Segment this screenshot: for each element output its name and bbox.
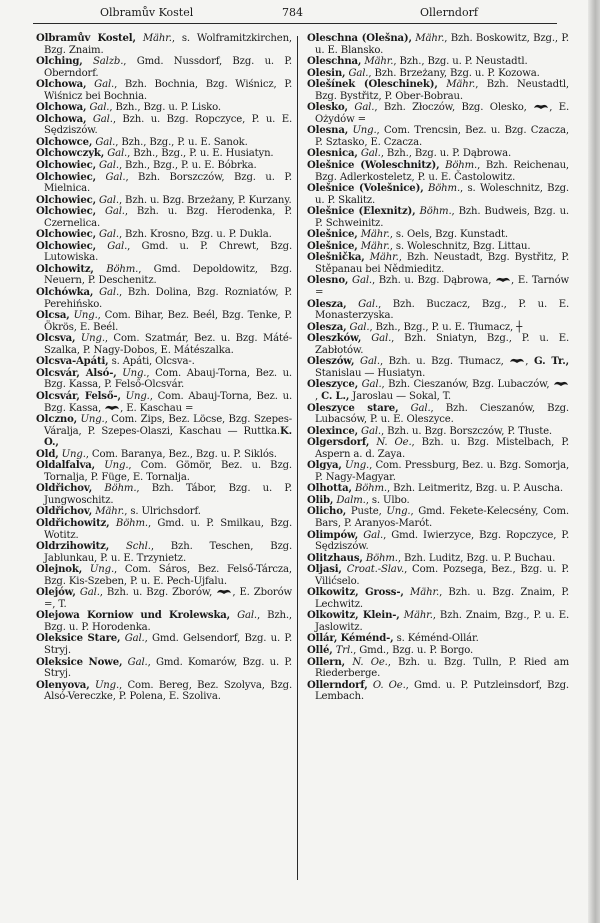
entry-text: Stanislau — Husiatyn. <box>315 367 426 379</box>
entry-headword: Olchowa, <box>36 102 87 114</box>
entry-headword: Ollern, <box>307 656 346 668</box>
gazetteer-entry <box>36 460 292 483</box>
entry-region: Ung. <box>80 414 105 426</box>
entry-text: , Com. Trencsin, Bez. u. Bzg. Czacza, P. Sztasko, E. Czacza. <box>315 125 569 148</box>
entry-region: Mähr. <box>403 610 433 622</box>
entry-text: , <box>315 390 322 402</box>
entry-text: , Bzh. Boskowitz, Bzg., P. u. E. Blansko. <box>315 33 569 56</box>
entry-headword: Olimpów, <box>307 529 359 541</box>
entry-text: , Gmd., Bzg. u. P. Borgo. <box>353 644 474 656</box>
entry-headword: Olitzhaus, <box>307 552 363 564</box>
gazetteer-entry <box>36 449 292 461</box>
entry-text: , Bzh. Dolina, Bzg. Rozniatów, P. Perehińsko. <box>44 287 292 310</box>
entry-text: , <box>525 356 534 368</box>
gazetteer-entry <box>307 564 569 587</box>
entry-headword: Ollár, Kéménd-, <box>307 633 394 645</box>
gazetteer-entry <box>307 299 569 322</box>
entry-headword: Oljasi, <box>307 564 342 576</box>
entry-text: , s. Wolframitzkirchen, Bzg. Znaim. <box>44 33 292 56</box>
entry-text: , Bzh. Neustadt, Bzg. Bystřitz, P. Stěpanau bei Nědmieditz. <box>315 252 570 275</box>
entry-headword: Oleschna (Olešna), <box>307 33 412 44</box>
entry-region: Schl. <box>126 541 151 553</box>
gazetteer-entry <box>307 426 569 438</box>
entry-region: Croat.-Slav. <box>346 564 405 576</box>
entry-text: , Gmd. Iwierzyce, Bzg. Ropczyce, P. Sędziszów. <box>315 529 569 553</box>
gazetteer-entry <box>36 680 292 703</box>
entry-region: Gal. <box>92 113 113 125</box>
post-horn-icon <box>533 103 549 111</box>
entry-region: Mähr. <box>142 33 172 44</box>
entry-text: , Gmd. Komarów, Bzg. u. P. Stryj. <box>44 656 292 680</box>
entry-text: , Bzh., Bzg., P. u. E. Husiatyn. <box>127 148 274 160</box>
right-column <box>307 33 569 703</box>
entry-text: , Gmd. u. P. Putzleinsdorf, Bzg. Lembach. <box>315 679 569 703</box>
entry-region: Gal. <box>237 610 257 622</box>
gazetteer-entry <box>36 206 292 229</box>
entry-text: s. Apáti, Olcsva-. <box>108 356 195 368</box>
entry-region: Gal. <box>358 298 379 310</box>
entry-region: Mähr. <box>410 587 440 599</box>
entry-headword: Olchowiec, <box>36 194 96 206</box>
entry-railway: C. L., <box>321 390 350 402</box>
entry-region: Böhm. <box>104 483 137 495</box>
entry-text: , Gmd. Fekete-Kelecsény, Com. Bars, P. Aranyos-Marót. <box>315 506 569 529</box>
entry-text: , Bzh. u. Bzg. Zborów, <box>99 587 217 599</box>
entry-headword: Olešnice (Woleschnitz), <box>307 160 440 172</box>
gazetteer-entry <box>36 368 292 391</box>
running-head-left: Olbramův Kostel <box>100 6 194 19</box>
gazetteer-entry <box>36 414 292 449</box>
entry-text: , Bzh. Sniatyn, Bzg., P. u. E. Zabłotów. <box>315 333 570 356</box>
entry-region: Gal. <box>99 160 119 172</box>
entry-headword: Olhotta, <box>307 483 352 495</box>
entry-headword: Oldřichowitz, <box>36 517 110 529</box>
entry-headword: Oleksice Nowe, <box>36 656 123 668</box>
entry-headword: Olejnok, <box>36 564 83 576</box>
page-number: 784 <box>282 6 303 19</box>
entry-headword: Ollé, <box>307 644 333 656</box>
gazetteer-entry <box>36 114 292 137</box>
entry-text: , Bzh. Cieszanów, Bzg. Lubaczów, <box>381 379 554 391</box>
entry-text: , Bzh. u. Bzg. Ropczyce, P. u. E. Sędziszów. <box>44 113 292 137</box>
gazetteer-entry <box>36 541 292 564</box>
entry-text: , Com. Abauj-Torna, Bez. u. Bzg. Kassa, P. Felső-Olcsvár. <box>44 367 292 391</box>
entry-headword: Oldřichov, <box>36 483 93 495</box>
gazetteer-entry <box>307 56 569 68</box>
entry-text: , Bzh. Neustadtl, Bzg. Bystřitz, P. Ober-Bobrau. <box>315 79 569 102</box>
entry-region: Gal. <box>99 194 119 206</box>
entry-text: , Bzh. Leitmeritz, Bzg. u. P. Auscha. <box>386 483 563 495</box>
entry-text: , Gmd. Gelsendorf, Bzg. u. P. Stryj. <box>44 633 293 656</box>
gazetteer-entry <box>307 333 569 356</box>
entry-text: , E. Tarnów = <box>315 275 569 299</box>
entry-headword: Olejów, <box>36 587 76 599</box>
entry-text: , Bzh. u. Bzg. Mistelbach, P. Aspern a. d. Zaya. <box>315 437 569 460</box>
entry-region: Ung. <box>89 564 114 576</box>
entry-text: Jaroslau — Sokal, T. <box>349 390 451 402</box>
entry-headword: Olesza, <box>307 298 347 310</box>
entry-region: Böhm. <box>115 517 148 529</box>
entry-region: Gal. <box>95 136 116 148</box>
gazetteer-entry <box>307 403 569 426</box>
entry-region: Ung. <box>352 125 377 137</box>
gazetteer-entry <box>36 195 292 207</box>
entry-region: Ung. <box>73 310 98 322</box>
entry-headword: Olchowiec, <box>36 240 96 252</box>
gazetteer-entry <box>36 633 292 656</box>
entry-headword: Olchowce, <box>36 136 93 148</box>
entry-text: , Gmd. Nussdorf, Bzg. u. P. Oberndorf. <box>44 56 292 79</box>
gazetteer-entry <box>307 33 569 56</box>
entry-headword: Oleszków, <box>307 333 362 345</box>
entry-text: , Bzh. Znaim, Bzg., P. u. E. Jaslowitz. <box>315 610 570 633</box>
entry-headword: Olešnice, <box>307 240 358 252</box>
entry-text: , Bzh. Bochnia, Bzg. Wiśnicz, P. Wiśnicz bei Bochnia. <box>44 79 293 102</box>
entry-headword: Olchowa, <box>36 113 87 125</box>
column-divider <box>297 36 298 880</box>
entry-qualifier: Puste, <box>346 506 387 518</box>
entry-text: , s. Oels, Bzg. Kunstadt. <box>389 229 508 241</box>
entry-text: , Bzh. u. Bzg. Herodenka, P. Czernelica. <box>44 206 292 229</box>
running-head-right: Ollerndorf <box>420 6 478 19</box>
gazetteer-entry <box>307 610 569 633</box>
gazetteer-entry <box>307 495 569 507</box>
gazetteer-entry <box>36 310 292 333</box>
gazetteer-entry <box>307 125 569 148</box>
entry-headword: Olesnica, <box>307 148 358 160</box>
gazetteer-entry <box>307 437 569 460</box>
gazetteer-entry <box>307 553 569 565</box>
post-horn-icon <box>495 276 511 284</box>
entry-text: , s. Ulrichsdorf. <box>124 506 201 518</box>
entry-text: , Bzh. Krosno, Bzg. u. P. Dukla. <box>118 229 272 241</box>
gazetteer-entry <box>307 657 569 680</box>
entry-text: , Com. Pozsega, Bez., Bzg. u. P. Vilićselo. <box>315 564 569 587</box>
entry-text: , Bzh. u. Bzg. Tłumacz, <box>379 356 510 368</box>
entry-region: Gal. <box>410 402 431 414</box>
entry-text: , Com. Baranya, Bez., Bzg. u. P. Siklós. <box>85 448 277 460</box>
entry-railway: K. O., <box>44 425 292 449</box>
entry-region: Gal. <box>360 356 380 368</box>
entry-text: , Bzh. Teschen, Bzg. Jablunkau, P. u. E. Trzynietz. <box>44 541 293 564</box>
entry-region: Gal. <box>363 529 384 541</box>
gazetteer-entry <box>36 391 292 414</box>
entry-region: Böhm. <box>419 206 452 218</box>
entry-region: Mähr. <box>446 79 476 91</box>
gazetteer-entry <box>307 322 569 334</box>
gazetteer-entry <box>36 102 292 114</box>
left-column <box>36 33 292 703</box>
gazetteer-entry <box>36 148 292 160</box>
entry-headword: Olešnička, <box>307 252 365 264</box>
entry-region: Gal. <box>79 587 100 599</box>
entry-region: Mähr. <box>369 252 399 264</box>
entry-region: Böhm. <box>445 160 478 172</box>
entry-region: Gal. <box>89 102 110 114</box>
entry-region: Gal. <box>360 148 381 160</box>
entry-text: , E. Ożydów = <box>315 102 569 125</box>
entry-headword: Olkowitz, Klein-, <box>307 610 400 622</box>
entry-region: Mähr. <box>360 240 390 252</box>
entry-region: Ung. <box>80 333 105 345</box>
gazetteer-entry <box>36 241 292 264</box>
entry-text: , Com. Abauj-Torna, Bez. u. Bzg. Kassa, <box>44 390 293 414</box>
entry-region: Böhm. <box>427 183 461 195</box>
gazetteer-entry <box>307 229 569 241</box>
entry-text: , Com. Zips, Bez. Löcse, Bzg. Szepes-Váralja, P. Szepes-Olaszi, <box>44 414 293 437</box>
gazetteer-entry <box>307 633 569 645</box>
gazetteer-entry <box>307 530 569 553</box>
entry-headword: Olgersdorf, <box>307 437 370 449</box>
entry-headword: Oleszyce, <box>307 379 359 391</box>
gazetteer-entry <box>36 33 292 56</box>
entry-region: Gal. <box>127 656 148 668</box>
entry-text: , Bzh. Brzeżany, Bzg. u. P. Kozowa. <box>368 67 540 79</box>
entry-text: , E. Zborów =, T. <box>44 587 292 610</box>
entry-headword: Olesno, <box>307 275 349 287</box>
post-horn-icon <box>216 588 232 596</box>
entry-region: Gal. <box>361 379 382 391</box>
entry-region: N. Oe. <box>352 656 388 668</box>
entry-text: , Bzh. Reichenau, Bzg. Adlerkosteletz, P. u. E. Častolowitz. <box>315 160 569 183</box>
entry-headword: Olesin, <box>307 67 346 79</box>
entry-headword: Olchówka, <box>36 287 94 299</box>
entry-headword: Olib, <box>307 494 334 506</box>
entry-headword: Olchowa, <box>36 79 87 91</box>
entry-region: Mähr. <box>360 229 390 241</box>
gazetteer-entry <box>36 564 292 587</box>
entry-text: , Bzh. u. Bzg. Borszczów, P. Tłuste. <box>380 425 552 437</box>
entry-headword: Oldřichov, <box>36 506 93 518</box>
entry-text: , Bzh. u. Bzg. Brzeżany, P. Kurzany. <box>118 194 292 206</box>
entry-region: Gal. <box>124 633 145 645</box>
gazetteer-entry <box>307 680 569 703</box>
entry-headword: Oldrzihowitz, <box>36 541 110 553</box>
entry-region: Gal. <box>107 148 128 160</box>
entry-text: , Com. Gömör, Bez. u. Bzg. Tornalja, P. Füge, E. Tornalja. <box>44 460 292 483</box>
gazetteer-entry <box>36 172 292 195</box>
entry-text: , Bzh., Bzg. u. P. Horodenka. <box>44 610 292 633</box>
entry-region: Ung. <box>61 448 86 460</box>
entry-text: , Bzh. Tábor, Bzg. u. P. Jungwoschitz. <box>44 483 293 506</box>
gazetteer-entry <box>307 183 569 206</box>
entry-headword: Olcsvár, Felső-, <box>36 390 121 402</box>
gazetteer-entry <box>36 287 292 310</box>
entry-text: , Bzh. Luditz, Bzg. u. P. Buchau. <box>397 552 556 564</box>
entry-headword: Olkowitz, Gross-, <box>307 587 404 599</box>
entry-text: , Bzh., Bzg., P. u. E. Sanok. <box>115 136 248 148</box>
entry-text: , E. Kaschau = <box>120 402 194 414</box>
gazetteer-entry <box>36 657 292 680</box>
entry-railway: G. Tr., <box>533 356 569 368</box>
entry-region: Böhm. <box>106 263 139 275</box>
gazetteer-entry <box>36 264 292 287</box>
gazetteer-entry <box>36 506 292 518</box>
entry-text: , Com. Szatmár, Bez. u. Bzg. Máté-Szalka, P. Nagy-Dobos, E. Mátészalka. <box>44 333 292 356</box>
entry-headword: Olexince, <box>307 425 358 437</box>
gazetteer-entry <box>307 252 569 275</box>
header-rule <box>33 23 557 24</box>
entry-region: Gal. <box>352 275 372 287</box>
entry-headword: Olesza, <box>307 321 347 333</box>
entry-headword: Olcsvár, Alsó-, <box>36 367 117 379</box>
gazetteer-entry <box>307 275 569 298</box>
page-edge-shadow <box>588 0 600 923</box>
entry-text: , Bzh., Bzg. u. P. Lisko. <box>109 102 221 114</box>
entry-region: Mähr. <box>415 33 445 44</box>
gazetteer-entry <box>307 241 569 253</box>
entry-headword: Olešnice, <box>307 229 358 241</box>
entry-text: , Gmd. u. P. Smilkau, Bzg. Wotitz. <box>44 517 292 541</box>
entry-text: , Bzh., Bzg., P. u. E. Tłumacz, ┼ <box>369 321 523 333</box>
entry-region: Trl. <box>335 644 354 656</box>
entry-headword: Olchowiec, <box>36 171 96 183</box>
entry-text: , s. Ulbo. <box>365 494 410 506</box>
entry-text: s. Kéménd-Ollár. <box>393 633 479 645</box>
entry-region: Böhm. <box>354 483 387 495</box>
gazetteer-entry <box>36 160 292 172</box>
entry-headword: Olesna, <box>307 125 349 137</box>
post-horn-icon <box>509 357 525 365</box>
entry-region: Ung. <box>386 506 411 518</box>
entry-region: Dalm. <box>336 494 366 506</box>
entry-region: Böhm. <box>365 552 398 564</box>
entry-region: Gal. <box>104 206 125 218</box>
entry-headword: Olgya, <box>307 460 342 472</box>
entry-region: Gal. <box>354 102 375 114</box>
entry-text: , Bzh. Cieszanów, Bzg. Lubacsów, P. u. E. Oleszyce. <box>315 402 569 426</box>
entry-region: Gal. <box>349 321 370 333</box>
entry-region: N. Oe. <box>376 437 412 449</box>
entry-headword: Olbramův Kostel, <box>36 33 136 44</box>
entry-text: Kaschau — Ruttka. <box>179 425 280 437</box>
entry-headword: Oleksice Stare, <box>36 633 121 645</box>
entry-text: , Bzh. u. Bzg. Tulln, P. Ried am Riederberge. <box>315 656 569 680</box>
entry-headword: Oldalfalva, <box>36 460 96 472</box>
entry-region: Gal. <box>371 333 392 345</box>
entry-region: Ung. <box>104 460 129 472</box>
entry-headword: Olczno, <box>36 414 78 426</box>
gazetteer-entry <box>307 645 569 657</box>
entry-region: Gal. <box>99 229 119 241</box>
entry-text: , Bzh. Budweis, Bzg. u. P. Schweinitz. <box>315 206 569 229</box>
entry-headword: Olešnice (Elexnitz), <box>307 206 416 218</box>
entry-region: Salzb. <box>93 56 124 68</box>
entry-headword: Olching, <box>36 56 83 68</box>
entry-headword: Olchowczyk, <box>36 148 105 160</box>
entry-headword: Olicho, <box>307 506 347 518</box>
gazetteer-entry <box>307 79 569 102</box>
gazetteer-entry <box>307 506 569 529</box>
entry-region: Ung. <box>125 390 150 402</box>
entry-text: , Bzh., Bzg. u. P. Dąbrowa. <box>380 148 512 160</box>
entry-text: , s. Woleschnitz, Bzg. Littau. <box>389 240 531 252</box>
entry-region: Ung. <box>345 460 370 472</box>
entry-text: , Bzh. Złoczów, Bzg. Olesko, <box>374 102 534 114</box>
entry-region: Gal. <box>107 240 128 252</box>
gazetteer-entry <box>36 56 292 79</box>
entry-region: Mähr. <box>95 506 125 518</box>
post-horn-icon <box>553 380 569 388</box>
entry-region: Mähr. <box>364 56 394 68</box>
entry-text: , Com. Bereg, Bez. Szolyva, Bzg. Alsó-Vereczke, P. Polena, E. Szoliva. <box>44 679 293 703</box>
gazetteer-entry <box>36 587 292 610</box>
entry-text: , s. Woleschnitz, Bzg. u. P. Skalitz. <box>315 183 569 206</box>
entry-headword: Olenyova, <box>36 679 90 691</box>
entry-headword: Oleszyce stare, <box>307 402 399 414</box>
gazetteer-entry <box>36 333 292 356</box>
entry-text: , Gmd. u. P. Chrewt, Bzg. Lutowiska. <box>44 240 292 264</box>
entry-text: , Bzh. u. Bzg. Znaim, P. Lechwitz. <box>315 587 569 610</box>
entry-text: , Bzh. u. Bzg. Dąbrowa, <box>371 275 496 287</box>
entry-headword: Ollerndorf, <box>307 679 368 691</box>
entry-headword: Olchowitz, <box>36 263 94 275</box>
entry-headword: Olešínek (Oleschinek), <box>307 79 438 91</box>
gazetteer-entry <box>36 483 292 506</box>
gazetteer-entry <box>36 518 292 541</box>
entry-text: , Bzh. Borszczów, Bzg. u. P. Mielnica. <box>44 171 292 195</box>
gazetteer-entry <box>307 460 569 483</box>
entry-headword: Olchowiec, <box>36 206 96 218</box>
entry-headword: Oleschna, <box>307 56 362 68</box>
gazetteer-entry <box>36 610 292 633</box>
gazetteer-entry <box>307 68 569 80</box>
entry-text: , Com. Bihar, Bez. Beél, Bzg. Tenke, P. Ökrös, E. Beél. <box>44 310 292 333</box>
entry-headword: Olejowa Korniow und Krolewska, <box>36 610 231 622</box>
entry-headword: Old, <box>36 448 59 460</box>
entry-headword: Olcsa, <box>36 310 70 322</box>
entry-text: , Bzh., Bzg., P. u. E. Bóbrka. <box>118 160 257 172</box>
entry-region: Gal. <box>361 425 381 437</box>
entry-region: Gal. <box>99 287 120 299</box>
entry-region: O. Oe. <box>372 679 406 691</box>
gazetteer-entry <box>307 148 569 160</box>
gazetteer-entry <box>36 229 292 241</box>
post-horn-icon <box>104 404 120 412</box>
gazetteer-entry <box>307 483 569 495</box>
entry-region: Ung. <box>94 679 120 691</box>
gazetteer-entry <box>307 587 569 610</box>
gazetteer-entry <box>307 356 569 379</box>
gazetteer-entry <box>36 79 292 102</box>
entry-text: , Gmd. Depoldowitz, Bzg. Neuern, P. Deschenitz. <box>44 263 292 287</box>
entry-text: , Bzh. Buczacz, Bzg., P. u. E. Monasterzyska. <box>315 298 569 322</box>
entry-text: , Bzh., Bzg. u. P. Neustadtl. <box>393 56 528 68</box>
gazetteer-entry <box>36 137 292 149</box>
entry-text: , Com. Sáros, Bez. Felső-Tárcza, Bzg. Kis-Szeben, P. u. E. Pech-Ujfalu. <box>44 564 292 587</box>
gazetteer-entry <box>307 379 569 402</box>
entry-region: Gal. <box>105 171 126 183</box>
entry-region: Ung. <box>122 367 147 379</box>
entry-headword: Olcsva, <box>36 333 76 345</box>
gazetteer-entry <box>36 356 292 368</box>
entry-headword: Oleszów, <box>307 356 355 368</box>
gazetteer-entry <box>307 206 569 229</box>
entry-text: , Com. Pressburg, Bez. u. Bzg. Somorja, P. Nagy-Magyar. <box>315 460 570 483</box>
entry-region: Gal. <box>348 67 369 79</box>
entry-region: Gal. <box>94 79 115 91</box>
gazetteer-entry <box>307 102 569 125</box>
entry-headword: Olchowiec, <box>36 160 96 172</box>
entry-headword: Olešnice (Volešnice), <box>307 183 424 195</box>
entry-headword: Olchowiec, <box>36 229 96 241</box>
entry-headword: Olesko, <box>307 102 348 114</box>
entry-headword: Olcsva-Apáti, <box>36 356 109 368</box>
gazetteer-entry <box>307 160 569 183</box>
